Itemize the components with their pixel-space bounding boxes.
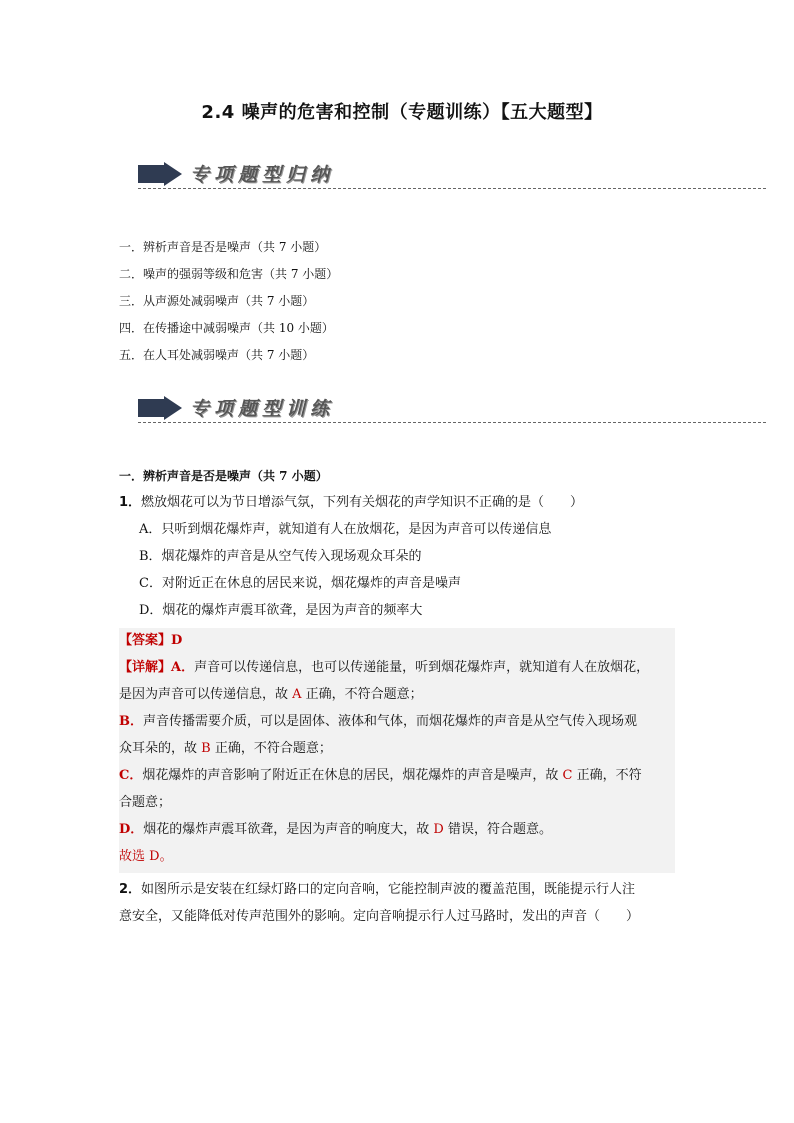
answer-explanation-box — [119, 628, 675, 873]
detail-line-a2 — [119, 682, 675, 708]
dashed-divider — [138, 422, 766, 423]
arrow-right-icon — [138, 396, 182, 420]
question-2-stem-line1 — [119, 877, 679, 903]
question-number: 1． — [119, 495, 142, 510]
detail-text: 烟花爆炸的声音影响了附近正在休息的居民，烟花爆炸的声音是噪声，故 — [142, 768, 563, 783]
toc-item[interactable]: 五．在人耳处减弱噪声（共 7 小题） — [119, 348, 315, 362]
arrow-right-icon — [138, 162, 182, 186]
option-b[interactable]: B．烟花爆炸的声音是从空气传入现场观众耳朵的 — [139, 549, 422, 564]
conclusion-text: 故选 — [119, 849, 150, 864]
detail-text: 正确，不符合题意； — [210, 741, 332, 756]
detail-option-label: A． — [171, 660, 195, 675]
toc-item[interactable]: 四．在传播途中减弱噪声（共 10 小题） — [119, 321, 334, 335]
detail-text: 声音传播需要介质，可以是固体、液体和气体，而烟花爆炸的声音是从空气传入现场观 — [143, 714, 638, 729]
question-number: 2． — [119, 882, 142, 897]
toc-item[interactable]: 一．辨析声音是否是噪声（共 7 小题） — [119, 240, 327, 254]
detail-text: 声音可以传递信息，也可以传递能量，听到烟花爆炸声，就知道有人在放烟花， — [194, 660, 650, 675]
question-content — [119, 466, 679, 931]
detail-text: 烟花的爆炸声震耳欲聋，是因为声音的响度大，故 — [143, 822, 434, 837]
question-text: 燃放烟花可以为节日增添气氛，下列有关烟花的声学知识不正确的是（ ） — [141, 495, 584, 510]
detail-option-ref: D — [433, 822, 444, 837]
question-text: 如图所示是安装在红绿灯路口的定向音响，它能控制声波的覆盖范围，既能提示行人注 — [141, 882, 636, 897]
answer-tag: 【答案】 — [119, 633, 172, 648]
detail-text: 正确，不符 — [572, 768, 642, 783]
detail-line-b2 — [119, 736, 675, 762]
section-banner-training — [138, 392, 766, 428]
detail-tag: 【详解】 — [119, 660, 172, 675]
detail-text: 是因为声音可以传递信息，故 — [119, 687, 293, 702]
page-title: 2.4 噪声的危害和控制（专题训练）【五大题型】 — [201, 102, 603, 123]
banner-label: 专项题型训练 — [190, 398, 335, 420]
answer-line — [119, 628, 675, 654]
toc-item[interactable]: 二．噪声的强弱等级和危害（共 7 小题） — [119, 267, 339, 281]
detail-option-ref: A — [292, 687, 302, 702]
section-banner-summary — [138, 158, 766, 194]
detail-option-ref: C — [562, 768, 573, 783]
question-2-stem-line2: 意安全，又能降低对传声范围外的影响。定向音响提示行人过马路时，发出的声音（ ） — [119, 909, 640, 924]
detail-option-label: C． — [119, 768, 143, 783]
toc-item[interactable]: 三．从声源处减弱噪声（共 7 小题） — [119, 294, 315, 308]
dashed-divider — [138, 188, 766, 189]
detail-text: 错误，符合题意。 — [443, 822, 552, 837]
detail-text: 正确，不符合题意； — [301, 687, 423, 702]
banner-label: 专项题型归纳 — [190, 164, 335, 186]
detail-line-b1 — [119, 709, 675, 735]
option-c[interactable]: C．对附近正在休息的居民来说，烟花爆炸的声音是噪声 — [139, 576, 461, 591]
question-1-stem — [119, 493, 679, 513]
detail-option-ref: B — [201, 741, 211, 756]
table-of-contents — [119, 238, 679, 373]
detail-option-label: B． — [119, 714, 143, 729]
conclusion-line — [119, 844, 675, 870]
detail-text: 众耳朵的，故 — [119, 741, 202, 756]
detail-line-c2: 合题意； — [119, 795, 172, 810]
detail-line-d1 — [119, 817, 675, 843]
detail-option-label: D． — [119, 822, 144, 837]
answer-value: D — [171, 633, 183, 648]
conclusion-answer: D — [149, 849, 160, 864]
option-a[interactable]: A．只听到烟花爆炸声，就知道有人在放烟花，是因为声音可以传递信息 — [139, 522, 552, 537]
detail-line-a1 — [119, 655, 675, 681]
option-d[interactable]: D．烟花的爆炸声震耳欲聋，是因为声音的频率大 — [139, 603, 423, 618]
conclusion-text: 。 — [159, 849, 173, 864]
section-heading: 一．辨析声音是否是噪声（共 7 小题） — [119, 469, 328, 483]
detail-line-c1 — [119, 763, 675, 789]
